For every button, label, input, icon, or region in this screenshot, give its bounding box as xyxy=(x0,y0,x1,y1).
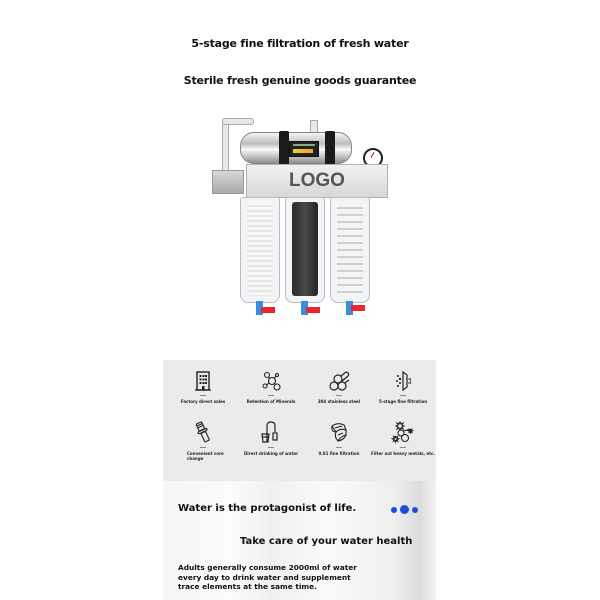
mounting-bracket xyxy=(246,164,388,198)
heavy-metals-icon xyxy=(391,420,415,444)
uv-clamp-right xyxy=(325,131,335,165)
brand-logo: LOGO xyxy=(289,170,345,191)
steel-pipes-icon xyxy=(327,370,351,392)
divider xyxy=(400,395,406,396)
valve-handle-3 xyxy=(351,305,365,311)
tagline: Water is the protagonist of life. xyxy=(178,503,357,514)
faucet-cup-icon xyxy=(260,420,282,444)
mesh-cartridge xyxy=(337,202,363,296)
uv-display xyxy=(289,141,319,157)
divider xyxy=(400,447,406,448)
valve-handle-2 xyxy=(306,307,320,313)
molecules-icon xyxy=(260,370,282,392)
feature-label: 304 stainless steel xyxy=(317,399,361,404)
carbon-cartridge xyxy=(292,202,318,296)
uv-sterilizer xyxy=(240,132,352,164)
page-title: 5-stage fine filtration of fresh water xyxy=(191,37,409,50)
filter-housing-1 xyxy=(240,197,280,303)
divider xyxy=(336,395,342,396)
section-headline: Take care of your water health xyxy=(240,536,413,547)
dot-icon xyxy=(391,507,397,513)
filter-housing-3 xyxy=(330,197,370,303)
feature-label: 0.01 fine filtration xyxy=(318,451,360,456)
feature-heavy-metals xyxy=(369,420,437,456)
cartridge-icon xyxy=(192,420,214,444)
water-purifier-image xyxy=(200,112,390,322)
divider xyxy=(336,447,342,448)
feature-label: Factory direct sales xyxy=(180,399,226,404)
inlet-block xyxy=(212,170,244,194)
building-icon xyxy=(192,370,214,392)
divider xyxy=(200,395,206,396)
valve-handle-1 xyxy=(261,307,275,313)
feature-label: Retention of Minerals xyxy=(246,399,296,404)
section-body: Adults generally consume 2000ml of water every day to drink water and supplement trace elements at the same time. xyxy=(178,563,357,591)
feature-label: 5-stage fine filtration xyxy=(378,399,428,404)
divider xyxy=(268,395,274,396)
feature-retention-minerals xyxy=(237,370,305,404)
uv-clamp-left xyxy=(279,131,289,165)
divider xyxy=(268,447,274,448)
inlet-hose xyxy=(222,122,229,174)
pp-cartridge xyxy=(247,202,273,296)
feature-panel xyxy=(163,360,436,481)
feature-factory-direct xyxy=(169,370,237,404)
feature-fine-filtration xyxy=(305,420,373,456)
membrane-icon xyxy=(328,420,350,444)
feature-stainless-steel xyxy=(305,370,373,404)
page-subtitle: Sterile fresh genuine goods guarantee xyxy=(183,74,417,87)
feature-label: Filter out heavy metals, etc. xyxy=(371,451,435,456)
filter-housing-2 xyxy=(285,197,325,303)
divider xyxy=(200,447,206,448)
inlet-hose-top xyxy=(222,118,254,125)
feature-direct-drinking xyxy=(237,420,305,456)
feature-core-change xyxy=(169,420,237,461)
feature-label: Convenient core change xyxy=(187,451,224,461)
water-health-section xyxy=(163,481,436,600)
dot-icon xyxy=(412,507,418,513)
filter-stage-icon xyxy=(392,370,414,392)
dot-icon xyxy=(400,505,409,514)
feature-5-stage xyxy=(369,370,437,404)
feature-label: Direct drinking of water xyxy=(243,451,299,456)
